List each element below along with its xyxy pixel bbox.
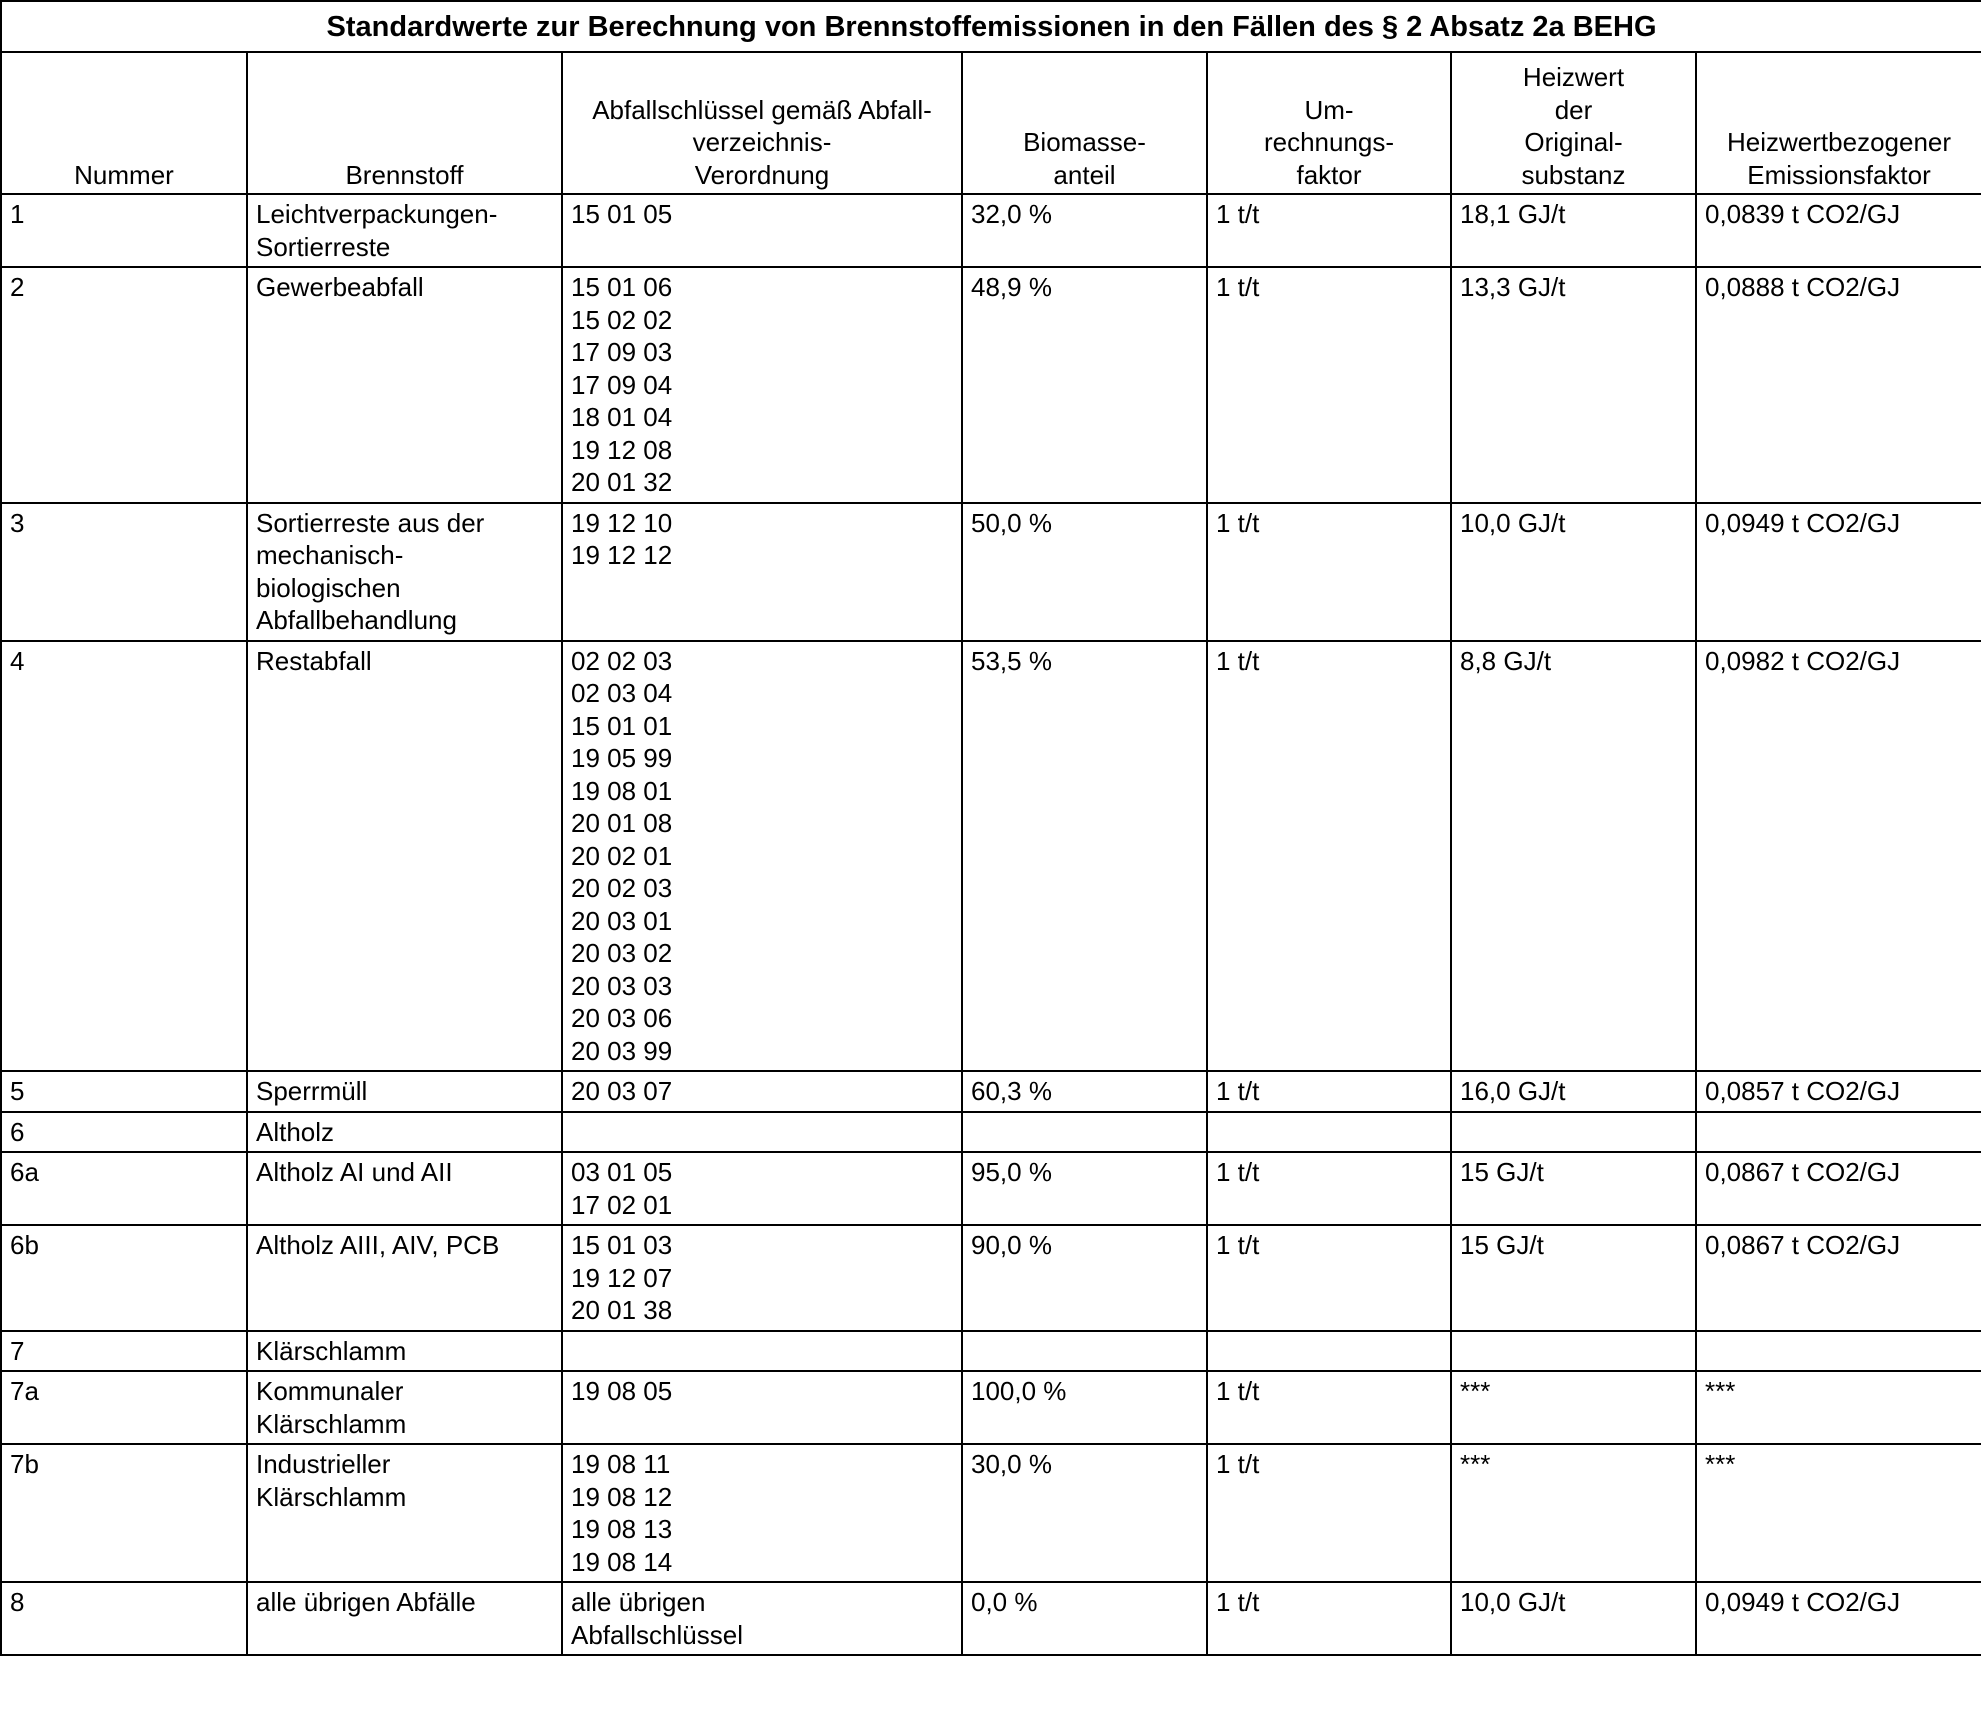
cell-biomasseanteil: 50,0 %: [962, 503, 1207, 641]
cell-brennstoff: Leichtverpackungen- Sortierreste: [247, 194, 562, 267]
cell-nummer: 6b: [1, 1225, 247, 1331]
table-row: [1, 1112, 1981, 1153]
cell-nummer: 8: [1, 1582, 247, 1655]
cell-biomasseanteil: 100,0 %: [962, 1371, 1207, 1444]
cell-heizwert: 10,0 GJ/t: [1451, 1582, 1696, 1655]
table-row: [1, 1371, 1981, 1444]
cell-heizwert: 10,0 GJ/t: [1451, 503, 1696, 641]
cell-emissionsfaktor: 0,0867 t CO2/GJ: [1696, 1152, 1981, 1225]
cell-nummer: 2: [1, 267, 247, 503]
cell-nummer: 4: [1, 641, 247, 1072]
column-header-heizwert: Heizwert der Original- substanz: [1451, 52, 1696, 194]
cell-emissionsfaktor: [1696, 1331, 1981, 1372]
cell-nummer: 5: [1, 1071, 247, 1112]
table-title: Standardwerte zur Berechnung von Brennstoffemissionen in den Fällen des § 2 Absatz 2a BEHG: [1, 1, 1981, 52]
table-row: [1, 1225, 1981, 1331]
cell-heizwert: ***: [1451, 1444, 1696, 1582]
cell-nummer: 7a: [1, 1371, 247, 1444]
cell-umrechnungsfaktor: 1 t/t: [1207, 267, 1451, 503]
cell-brennstoff: Gewerbeabfall: [247, 267, 562, 503]
cell-heizwert: ***: [1451, 1371, 1696, 1444]
table-row: [1, 267, 1981, 503]
cell-abfallschluessel: 19 12 10 19 12 12: [562, 503, 962, 641]
cell-biomasseanteil: 0,0 %: [962, 1582, 1207, 1655]
column-header-emissionsfaktor: Heizwertbezogener Emissionsfaktor: [1696, 52, 1981, 194]
table-row: [1, 503, 1981, 641]
cell-abfallschluessel: 15 01 05: [562, 194, 962, 267]
cell-umrechnungsfaktor: [1207, 1112, 1451, 1153]
cell-emissionsfaktor: 0,0867 t CO2/GJ: [1696, 1225, 1981, 1331]
cell-abfallschluessel: 19 08 05: [562, 1371, 962, 1444]
cell-biomasseanteil: [962, 1331, 1207, 1372]
cell-nummer: 1: [1, 194, 247, 267]
cell-abfallschluessel: 20 03 07: [562, 1071, 962, 1112]
cell-biomasseanteil: [962, 1112, 1207, 1153]
cell-abfallschluessel: 02 02 03 02 03 04 15 01 01 19 05 99 19 08 01 20 01 08 20 02 01 20 02 03 20 03 01 20 03 02 20 03 03 20 03 06 20 03 99: [562, 641, 962, 1072]
cell-umrechnungsfaktor: 1 t/t: [1207, 1071, 1451, 1112]
table-row: [1, 194, 1981, 267]
cell-abfallschluessel: 03 01 05 17 02 01: [562, 1152, 962, 1225]
cell-emissionsfaktor: 0,0839 t CO2/GJ: [1696, 194, 1981, 267]
cell-brennstoff: Restabfall: [247, 641, 562, 1072]
cell-nummer: 6a: [1, 1152, 247, 1225]
cell-umrechnungsfaktor: 1 t/t: [1207, 641, 1451, 1072]
table-row: [1, 1331, 1981, 1372]
cell-umrechnungsfaktor: 1 t/t: [1207, 1225, 1451, 1331]
cell-biomasseanteil: 32,0 %: [962, 194, 1207, 267]
cell-umrechnungsfaktor: [1207, 1331, 1451, 1372]
cell-emissionsfaktor: ***: [1696, 1371, 1981, 1444]
cell-biomasseanteil: 30,0 %: [962, 1444, 1207, 1582]
cell-emissionsfaktor: ***: [1696, 1444, 1981, 1582]
cell-abfallschluessel: [562, 1331, 962, 1372]
cell-biomasseanteil: 60,3 %: [962, 1071, 1207, 1112]
cell-heizwert: 15 GJ/t: [1451, 1152, 1696, 1225]
cell-nummer: 3: [1, 503, 247, 641]
cell-brennstoff: Altholz: [247, 1112, 562, 1153]
cell-heizwert: [1451, 1331, 1696, 1372]
cell-abfallschluessel: alle übrigen Abfallschlüssel: [562, 1582, 962, 1655]
cell-brennstoff: Klärschlamm: [247, 1331, 562, 1372]
cell-emissionsfaktor: 0,0949 t CO2/GJ: [1696, 503, 1981, 641]
cell-brennstoff: Altholz AI und AII: [247, 1152, 562, 1225]
cell-abfallschluessel: 15 01 03 19 12 07 20 01 38: [562, 1225, 962, 1331]
cell-umrechnungsfaktor: 1 t/t: [1207, 503, 1451, 641]
table-row: [1, 641, 1981, 1072]
cell-brennstoff: Industrieller Klärschlamm: [247, 1444, 562, 1582]
cell-umrechnungsfaktor: 1 t/t: [1207, 1444, 1451, 1582]
cell-emissionsfaktor: 0,0982 t CO2/GJ: [1696, 641, 1981, 1072]
cell-biomasseanteil: 53,5 %: [962, 641, 1207, 1072]
table-row: [1, 1071, 1981, 1112]
column-header-nummer: Nummer: [1, 52, 247, 194]
cell-brennstoff: Kommunaler Klärschlamm: [247, 1371, 562, 1444]
cell-heizwert: 18,1 GJ/t: [1451, 194, 1696, 267]
cell-heizwert: 15 GJ/t: [1451, 1225, 1696, 1331]
cell-nummer: 7: [1, 1331, 247, 1372]
cell-brennstoff: Sortierreste aus der mechanisch- biologischen Abfallbehandlung: [247, 503, 562, 641]
cell-emissionsfaktor: [1696, 1112, 1981, 1153]
column-header-umrechnungsfaktor: Um- rechnungs- faktor: [1207, 52, 1451, 194]
table-row: [1, 1582, 1981, 1655]
cell-brennstoff: Altholz AIII, AIV, PCB: [247, 1225, 562, 1331]
cell-abfallschluessel: [562, 1112, 962, 1153]
column-header-row: [1, 52, 1981, 194]
column-header-biomasseanteil: Biomasse- anteil: [962, 52, 1207, 194]
cell-heizwert: [1451, 1112, 1696, 1153]
cell-abfallschluessel: 15 01 06 15 02 02 17 09 03 17 09 04 18 01 04 19 12 08 20 01 32: [562, 267, 962, 503]
cell-emissionsfaktor: 0,0857 t CO2/GJ: [1696, 1071, 1981, 1112]
cell-nummer: 7b: [1, 1444, 247, 1582]
cell-umrechnungsfaktor: 1 t/t: [1207, 1371, 1451, 1444]
cell-brennstoff: Sperrmüll: [247, 1071, 562, 1112]
cell-emissionsfaktor: 0,0949 t CO2/GJ: [1696, 1582, 1981, 1655]
cell-brennstoff: alle übrigen Abfälle: [247, 1582, 562, 1655]
cell-emissionsfaktor: 0,0888 t CO2/GJ: [1696, 267, 1981, 503]
cell-biomasseanteil: 95,0 %: [962, 1152, 1207, 1225]
cell-umrechnungsfaktor: 1 t/t: [1207, 194, 1451, 267]
table-row: [1, 1152, 1981, 1225]
cell-umrechnungsfaktor: 1 t/t: [1207, 1582, 1451, 1655]
cell-heizwert: 13,3 GJ/t: [1451, 267, 1696, 503]
table-body: [1, 194, 1981, 1655]
cell-biomasseanteil: 48,9 %: [962, 267, 1207, 503]
cell-heizwert: 16,0 GJ/t: [1451, 1071, 1696, 1112]
column-header-brennstoff: Brennstoff: [247, 52, 562, 194]
column-header-abfallschluessel: Abfallschlüssel gemäß Abfall- verzeichnis- Verordnung: [562, 52, 962, 194]
cell-abfallschluessel: 19 08 11 19 08 12 19 08 13 19 08 14: [562, 1444, 962, 1582]
cell-nummer: 6: [1, 1112, 247, 1153]
cell-biomasseanteil: 90,0 %: [962, 1225, 1207, 1331]
cell-umrechnungsfaktor: 1 t/t: [1207, 1152, 1451, 1225]
cell-heizwert: 8,8 GJ/t: [1451, 641, 1696, 1072]
table-row: [1, 1444, 1981, 1582]
